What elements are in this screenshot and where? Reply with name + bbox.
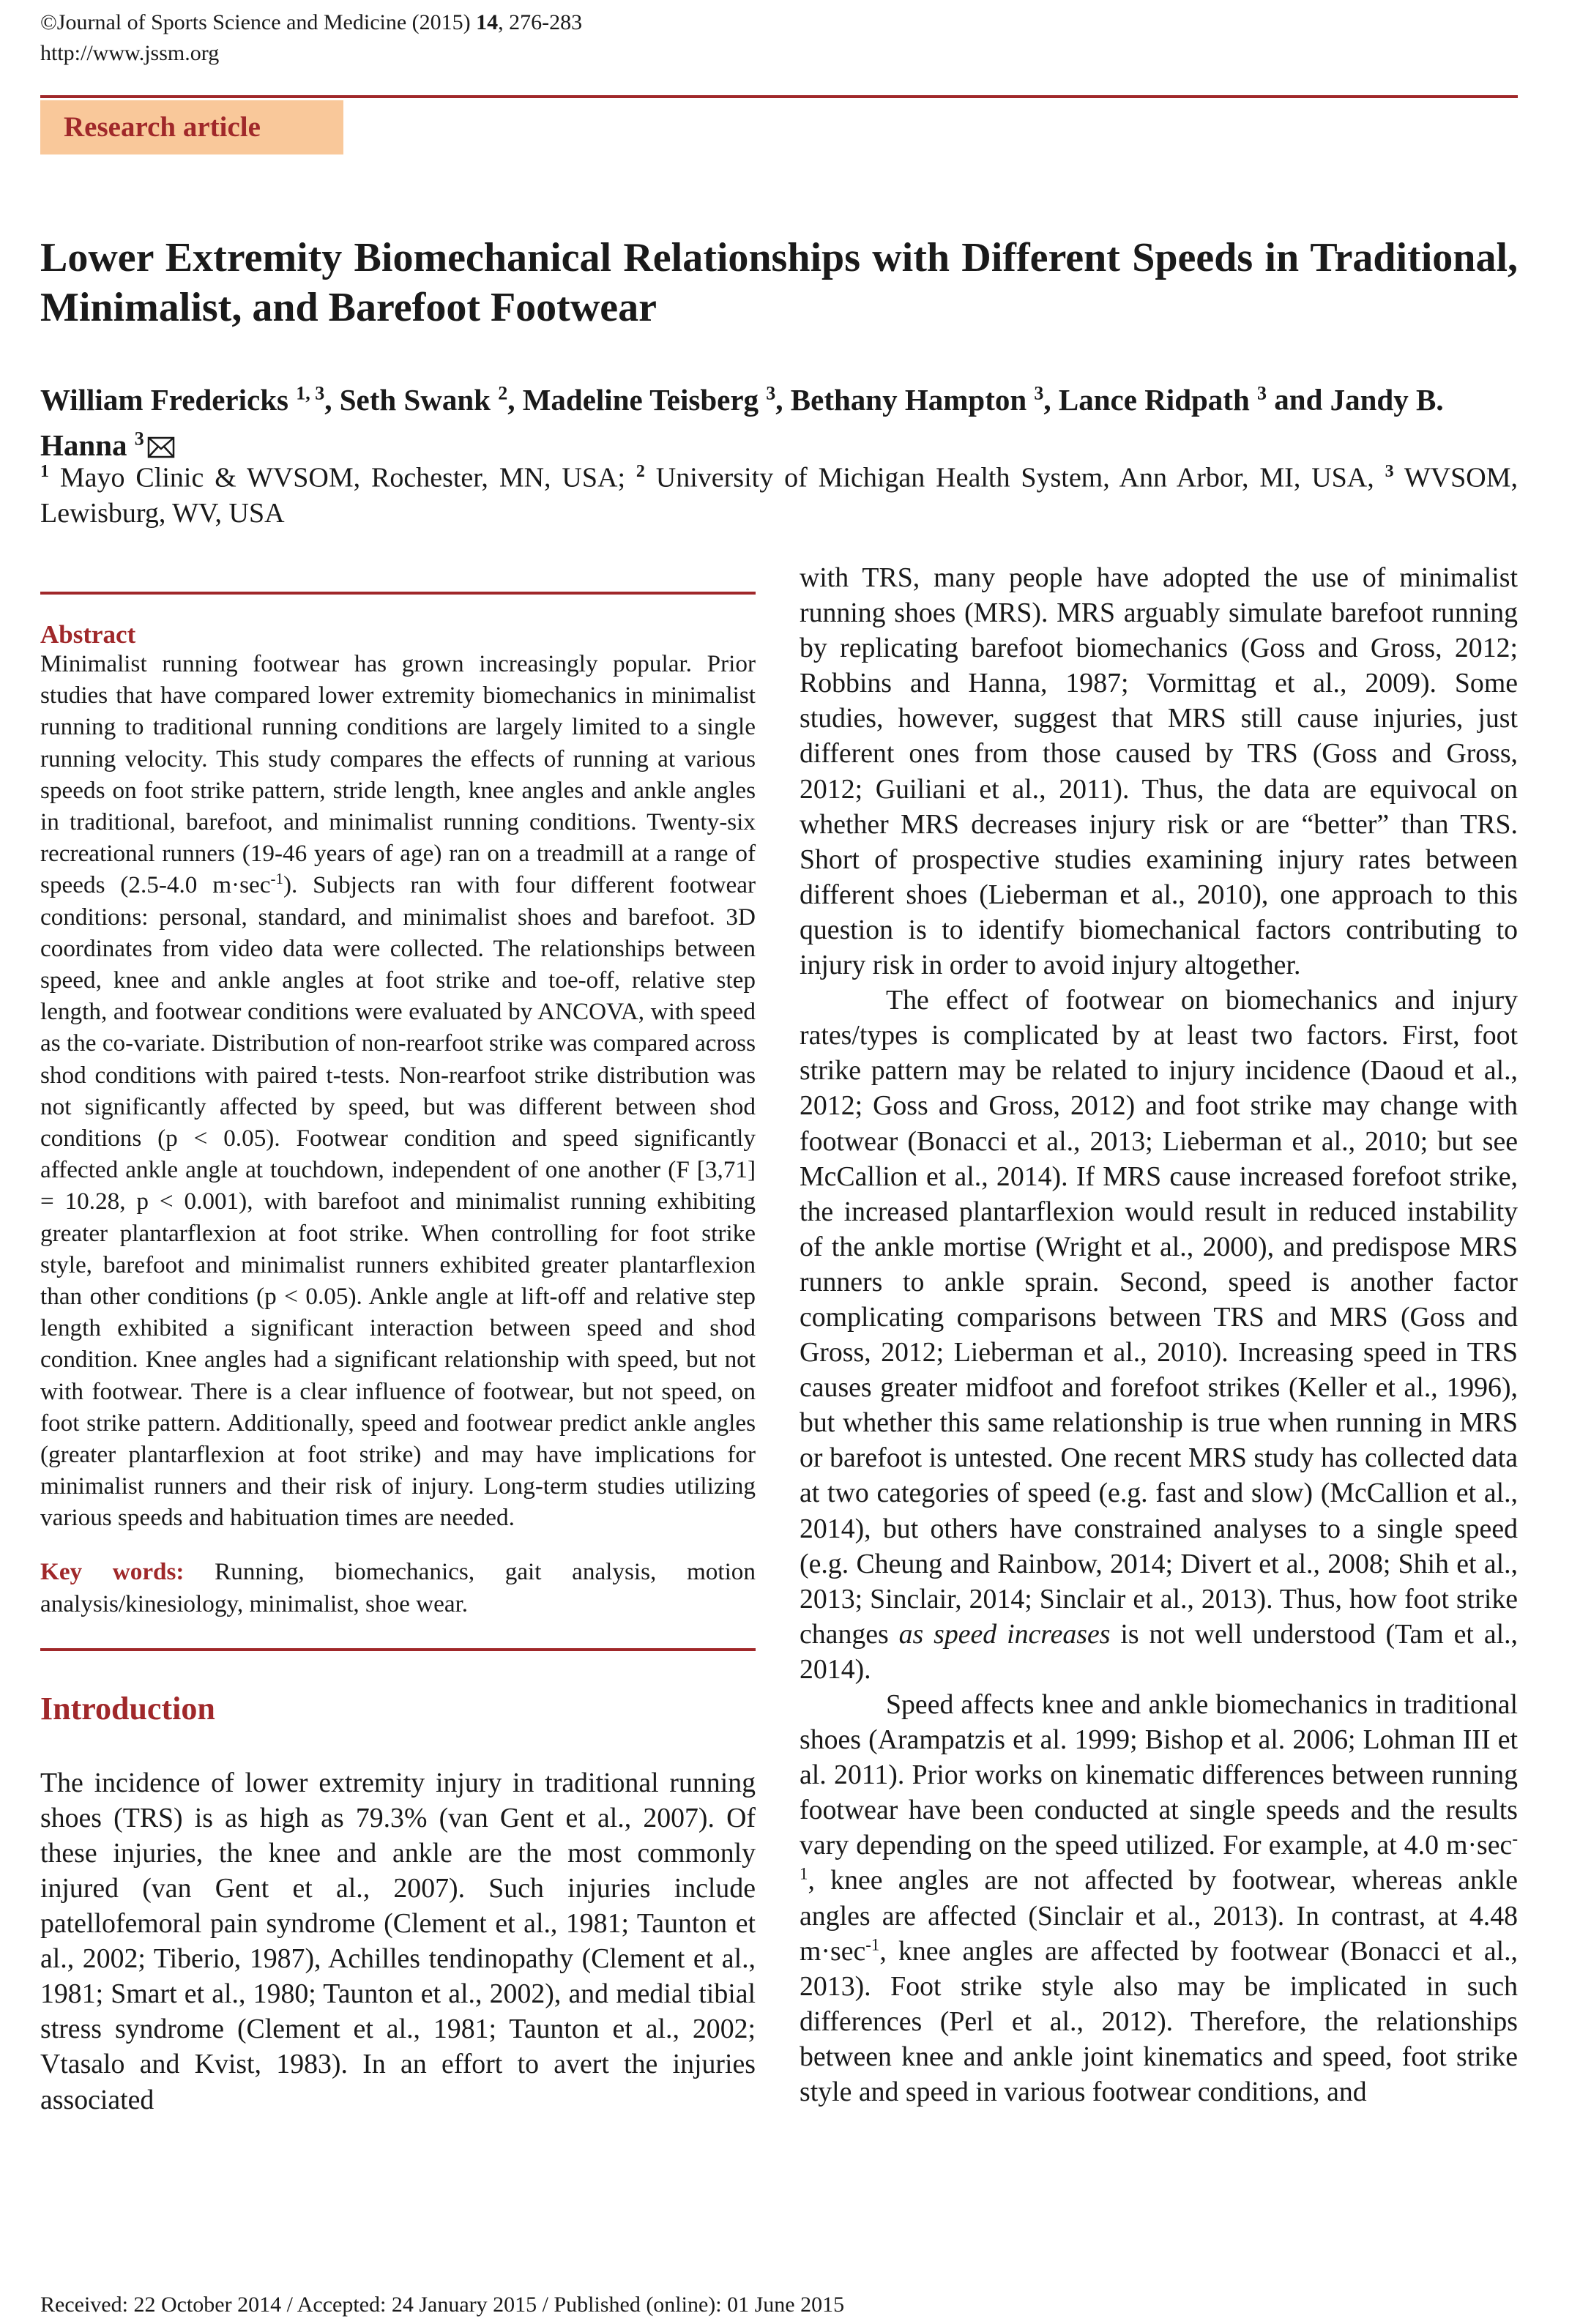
right-column: [800, 560, 1518, 2109]
keywords: [40, 1556, 756, 1620]
author: Bethany Hampton $^3$: [790, 382, 1044, 417]
left-column: [40, 592, 756, 2118]
introduction-paragraph-1: The incidence of lower extremity injury in traditional running shoes (TRS) is as high as 79.3% (van Gent et al., 2007). Of these injuries, the knee and ankle are the most commonly injured (van Gent et al., 2007). Such injuries include patellofemoral pain syndrome (Clement et al., 1981; Taunton et al., 2002; Tiberio, 1987), Achilles tendinopathy (Clement et al., 1981; Smart et al., 1980; Taunton et al., 2002), and medial tibial stress syndrome (Clement et al., 1981; Taunton et al., 2002; Vtasalo and Kvist, 1983). In an effort to avert the injuries associated: [40, 1767, 756, 2115]
author-list: William Fredericks $^{1, 3}$, Seth Swank $^2$, Madeline Teisberg $^3$, Bethany Hampton $^3$, Lance Ridpath $^3$ and Jandy B. Hanna $^3$: [40, 373, 1518, 468]
author: William Fredericks $^{1, 3}$: [40, 382, 325, 417]
author: Madeline Teisberg $^3$: [522, 382, 776, 417]
intro-paragraph-2: The effect of footwear on biomechanics and injury rates/types is complicated by at least two factors. First, foot strike pattern may be related to injury incidence (Daoud et al., 2012; Goss and Gross, 2012) and foot strike may change with footwear (Bonacci et al., 2013; Lieberman et al., 2010; but see McCallion et al., 2014). If MRS cause increased forefoot strike, the increased plantarflexion would result in reduced instability of the ankle mortise (Wright et al., 2000), and predispose MRS runners to ankle sprain. Second, speed is another factor complicating comparisons between TRS and MRS (Goss and Gross, 2012; Lieberman et al., 2010). Increasing speed in TRS causes greater midfoot and forefoot strikes (Keller et al., 1996), but whether this same relationship is true when running in MRS or barefoot is untested. One recent MRS study has collected data at two categories of speed (e.g. fast and slow) (McCallion et al., 2014), but others have constrained analyses to a single speed (e.g. Cheung and Rainbow, 2014; Divert et al., 2008; Shih et al., 2013; Sinclair, 2014; Sinclair et al., 2013). Thus, how foot strike changes as speed increases is not well understood (Tam et al., 2014).: [800, 985, 1518, 1685]
citation-line: [40, 7, 582, 38]
citation-prefix: ©Journal of Sports Science and Medicine (2015): [40, 10, 477, 34]
article-type-label: Research article: [64, 111, 261, 143]
abstract-heading: Abstract: [40, 620, 136, 649]
pages: , 276-283: [498, 10, 583, 34]
introduction-heading: Introduction: [40, 1690, 215, 1727]
author: Jandy B. Hanna $^3$: [40, 382, 1444, 463]
keywords-label: Key words:: [40, 1557, 185, 1585]
journal-url[interactable]: http://www.jssm.org: [40, 41, 220, 65]
article-title: Lower Extremity Biomechanical Relationships with Different Speeds in Traditional, Minimalist, and Barefoot Footwear: [40, 235, 1518, 330]
journal-header: [40, 7, 582, 69]
keywords-bottom-rule: [40, 1648, 756, 1651]
article-type-badge: [40, 100, 343, 154]
publication-dates: Received: 22 October 2014 / Accepted: 24 January 2015 / Published (online): 01 June 2015: [40, 2293, 845, 2317]
header-rule: [40, 95, 1518, 98]
author: Seth Swank $^2$: [339, 382, 508, 417]
affiliations: $^1$ Mayo Clinic & WVSOM, Rochester, MN, USA; $^2$ University of Michigan Health System, Ann Arbor, MI, USA, $^3$ WVSOM, Lewisburg, WV, USA: [40, 462, 1518, 529]
abstract-top-rule: [40, 592, 756, 595]
abstract-text: Minimalist running footwear has grown increasingly popular. Prior studies that have compared lower extremity biomechanics in minimalist running to traditional running conditions are largely limited to a single running velocity. This study compares the effects of running at various speeds on foot strike pattern, stride length, knee angles and ankle angles in traditional, barefoot, and minimalist running conditions. Twenty-six recreational runners (19-46 years of age) ran on a treadmill at a range of speeds (2.5-4.0 $m\cdot\sec^{-1}$). Subjects ran with four different footwear conditions: personal, standard, and minimalist shoes and barefoot. 3D coordinates from video data were collected. The relationships between speed, knee and ankle angles at foot strike and toe-off, relative step length, and footwear conditions were evaluated by ANCOVA, with speed as the co-variate. Distribution of non-rearfoot strike was compared across shod conditions with paired t-tests. Non-rearfoot strike distribution was not significantly affected by speed, but was different between shod conditions (p < 0.05). Footwear condition and speed significantly affected ankle angle at touchdown, independent of one another (F [3,71] = 10.28, p < 0.001), with barefoot and minimalist running exhibiting greater plantarflexion at foot strike. When controlling for foot strike style, barefoot and minimalist runners exhibited greater plantarflexion than other conditions (p < 0.05). Ankle angle at lift-off and relative step length exhibited a significant interaction between speed and shod condition. Knee angles had a significant relationship with speed, but not with footwear. There is a clear influence of footwear, but not speed, on foot strike pattern. Additionally, speed and footwear predict ankle angles (greater plantarflexion at foot strike) and may have implications for minimalist runners and their risk of injury. Long-term studies utilizing various speeds and habituation times are needed.: [40, 650, 756, 1532]
keywords-text: Running, biomechanics, gait analysis, motion analysis/kinesiology, minimalist, shoe wear.: [40, 1557, 756, 1617]
introduction-continued: [800, 560, 1518, 2109]
intro-paragraph-1-continued: with TRS, many people have adopted the use of minimalist running shoes (MRS). MRS arguably simulate barefoot running by replicating barefoot biomechanics (Goss and Gross, 2012; Robbins and Hanna, 1987; Vormittag et al., 2009). Some studies, however, suggest that MRS still cause injuries, just different ones from those caused by TRS (Goss and Gross, 2012; Guiliani et al., 2011). Thus, the data are equivocal on whether MRS decreases injury risk or are “better” than TRS. Short of prospective studies examining injury rates between different shoes (Lieberman et al., 2010), one approach to this question is to identify biomechanical factors contributing to injury risk in order to avoid injury altogether.: [800, 562, 1518, 981]
intro-paragraph-3: Speed affects knee and ankle biomechanics in traditional shoes (Arampatzis et al. 1999; Bishop et al. 2006; Lohman III et al. 2011). Prior works on kinematic differences between running footwear have been conducted at single speeds and the results vary depending on the speed utilized. For example, at 4.0 $m\cdot\sec^{-1}$, knee angles are not affected by footwear, whereas ankle angles are affected (Sinclair et al., 2013). In contrast, at 4.48 $m\cdot\sec^{-1}$, knee angles are affected by footwear (Bonacci et al., 2013). Foot strike style also may be implicated in such differences (Perl et al., 2012). Therefore, the relationships between knee and ankle joint kinematics and speed, foot strike style and speed in various footwear conditions, and: [800, 1689, 1518, 2108]
author: Lance Ridpath $^3$: [1058, 382, 1267, 417]
volume: 14: [476, 10, 499, 34]
